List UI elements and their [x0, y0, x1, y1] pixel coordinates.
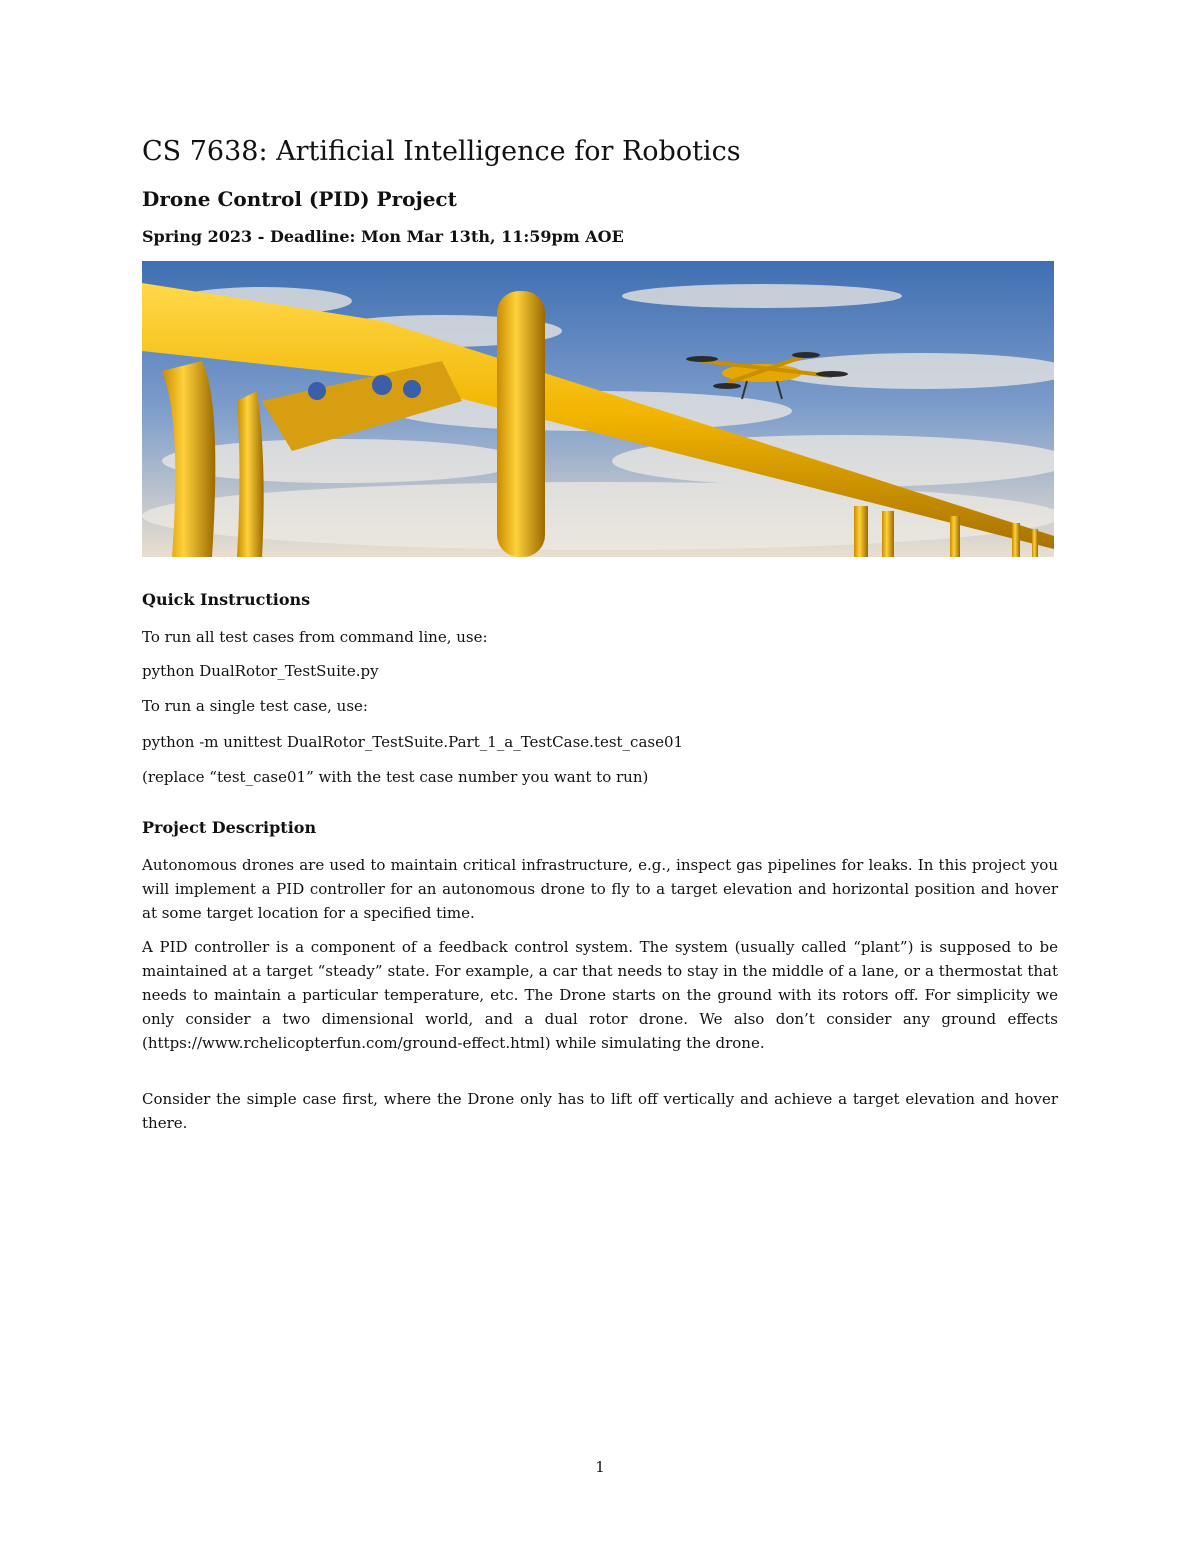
- document-title: CS 7638: Artificial Intelligence for Robotics: [142, 136, 741, 167]
- document-subtitle: Drone Control (PID) Project: [142, 187, 457, 211]
- description-paragraph-1: Autonomous drones are used to maintain critical infrastructure, e.g., inspect gas pipelines for leaks. In this project you will implement a PID controller for an autonomous drone to fly to a target elevation and horizontal position and hover at some target location for a specified time.: [142, 856, 1058, 922]
- support-pillar-center: [497, 291, 545, 557]
- run-single-command: python -m unittest DualRotor_TestSuite.Part_1_a_TestCase.test_case01: [142, 733, 684, 751]
- run-all-command: python DualRotor_TestSuite.py: [142, 662, 379, 680]
- description-paragraph-2: A PID controller is a component of a feedback control system. The system (usually called “plant”) is supposed to be maintained at a target “steady” state. For example, a car that needs to stay in the middle of a lane, or a thermostat that needs to maintain a particular temperature, etc. The Drone starts on the ground with its rotors off. For simplicity we only consider a two dimensional world, and a dual rotor drone. We also don’t consider any ground effects (https://www.rchelicopterfun.com/ground-effect.html) while simulating the drone.: [142, 938, 1058, 1052]
- hero-image-drone-pipeline: [142, 261, 1054, 557]
- quick-instructions-heading: Quick Instructions: [142, 590, 311, 609]
- support-pillar-left-back: [237, 391, 264, 557]
- replace-note: (replace “test_case01” with the test case number you want to run): [142, 768, 649, 786]
- project-description-heading: Project Description: [142, 818, 317, 837]
- run-all-label: To run all test cases from command line, use:: [142, 628, 488, 646]
- run-single-label: To run a single test case, use:: [142, 697, 368, 715]
- description-paragraph-3: Consider the simple case first, where the Drone only has to lift off vertically and achieve a target elevation and hover there.: [142, 1090, 1058, 1132]
- page-number: 1: [595, 1458, 605, 1476]
- deadline-line: Spring 2023 - Deadline: Mon Mar 13th, 11:59pm AOE: [142, 227, 624, 246]
